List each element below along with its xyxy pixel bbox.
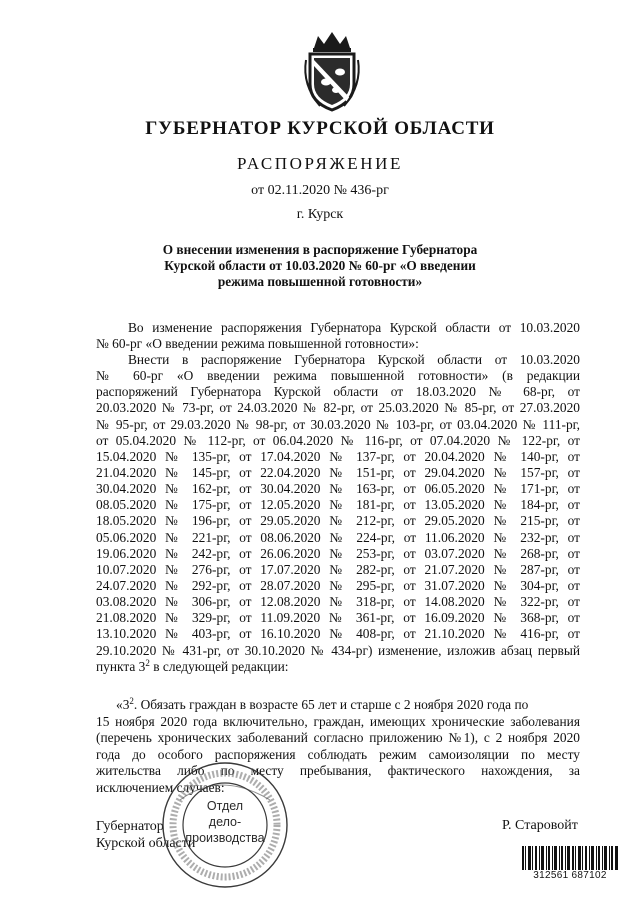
subject-line: О внесении изменения в распоряжение Губернатора <box>162 242 478 257</box>
quote-sup: 2 <box>129 696 134 706</box>
signature-name: Р. Старовойт <box>502 818 578 833</box>
signature-position-line: Курской области <box>96 836 196 851</box>
document-subject <box>140 242 500 290</box>
text-line: 10.07.2020 № 276-рг, от 17.07.2020 № 282-рг, от 21.07.2020 № 287-рг, от <box>96 561 580 577</box>
text-line <box>96 659 580 675</box>
document-type: РАСПОРЯЖЕНИЕ <box>236 154 404 173</box>
text-line: 21.04.2020 № 145-рг, от 22.04.2020 № 151-рг, от 29.04.2020 № 157-рг, от <box>96 464 580 480</box>
text-line: 13.10.2020 № 403-рг, от 16.10.2020 № 408-рг, от 21.10.2020 № 416-рг, от <box>96 626 580 642</box>
text-line: года до особого распоряжения соблюдать режим самоизоляции по месту <box>96 746 580 762</box>
text-line: № 95-рг, от 29.03.2020 № 98-рг, от 30.03.2020 № 103-рг, от 03.04.2020 № 111-рг, <box>96 416 580 432</box>
quote-prefix: «3 <box>116 697 130 712</box>
text-line: исключением случаев: <box>96 779 225 795</box>
signature-position-line: Губернатор <box>96 819 164 834</box>
text-line: жительства либо по месту пребывания, фактического нахождения, за <box>96 763 580 779</box>
text-line: № 60-рг «О введении режима повышенной готовности» (в редакции <box>96 368 580 384</box>
text-line: Внести в распоряжение Губернатора Курской области от 10.03.2020 <box>128 352 580 367</box>
document-date-number: от 02.11.2020 № 436-рг <box>251 183 389 198</box>
text-line: 05.06.2020 № 221-рг, от 08.06.2020 № 224-рг, от 11.06.2020 № 232-рг, от <box>96 529 580 545</box>
stamp-line: Отдел <box>206 799 244 813</box>
text-line: 08.05.2020 № 175-рг, от 12.05.2020 № 181-рг, от 13.05.2020 № 184-рг, от <box>96 497 580 513</box>
quote-first-rest: . Обязать граждан в возрасте 65 лет и старше с 2 ноября 2020 года по <box>133 697 529 712</box>
text-line: 20.03.2020 № 73-рг, от 24.03.2020 № 82-рг, от 25.03.2020 № 85-рг, от 27.03.2020 <box>96 400 580 416</box>
text-line: 03.08.2020 № 306-рг, от 12.08.2020 № 318-рг, от 14.08.2020 № 322-рг, от <box>96 594 580 610</box>
text-line: 30.04.2020 № 162-рг, от 30.04.2020 № 163-рг, от 06.05.2020 № 171-рг, от <box>96 481 580 497</box>
text-line: распоряжений Губернатора Курской области от 18.03.2020 № 68-рг, от <box>96 384 580 400</box>
tail-before: пункта 3 <box>96 658 146 674</box>
text-line: от 05.04.2020 № 112-рг, от 06.04.2020 № 116-рг, от 07.04.2020 № 122-рг, от <box>96 432 580 448</box>
text-line <box>96 697 580 714</box>
text-line: 18.05.2020 № 196-рг, от 29.05.2020 № 212-рг, от 29.05.2020 № 215-рг, от <box>96 513 580 529</box>
kursk-coat-of-arms-icon <box>300 30 364 112</box>
text-line: 15.04.2020 № 135-рг, от 17.04.2020 № 137-рг, от 20.04.2020 № 140-рг, от <box>96 448 580 464</box>
body-paragraph-1 <box>96 320 580 352</box>
text-line: Во изменение распоряжения Губернатора Курской области от 10.03.2020 <box>128 320 580 335</box>
barcode-number: 312561 687102 <box>520 870 620 881</box>
tail-sup: 2 <box>145 657 150 668</box>
text-line: 29.10.2020 № 431-рг, от 30.10.2020 № 434-рг) изменение, изложив абзац первый <box>96 642 580 658</box>
subject-line: режима повышенной готовности» <box>217 274 423 289</box>
text-line: 24.07.2020 № 292-рг, от 28.07.2020 № 295-рг, от 31.07.2020 № 304-рг, от <box>96 577 580 593</box>
stamp-line: производства <box>185 831 265 845</box>
subject-line: Курской области от 10.03.2020 № 60-рг «О введении <box>164 258 476 273</box>
text-line: 21.08.2020 № 329-рг, от 11.09.2020 № 361-рг, от 16.09.2020 № 368-рг, от <box>96 610 580 626</box>
text-line: (перечень хронических заболеваний согласно приложению №1), с 2 ноября 2020 <box>96 730 580 746</box>
body-paragraph-2 <box>96 352 580 675</box>
document-city: г. Курск <box>296 207 344 222</box>
stamp-line: дело- <box>208 815 242 829</box>
text-line: № 60-рг «О введении режима повышенной готовности»: <box>96 336 419 352</box>
text-line: 15 ноября 2020 года включительно, граждан, имеющих хронические заболевания <box>96 713 580 729</box>
tail-after: в следующей редакции: <box>149 658 289 674</box>
text-line: 19.06.2020 № 242-рг, от 26.06.2020 № 253-рг, от 03.07.2020 № 268-рг, от <box>96 545 580 561</box>
governor-title: ГУБЕРНАТОР КУРСКОЙ ОБЛАСТИ <box>145 118 495 139</box>
